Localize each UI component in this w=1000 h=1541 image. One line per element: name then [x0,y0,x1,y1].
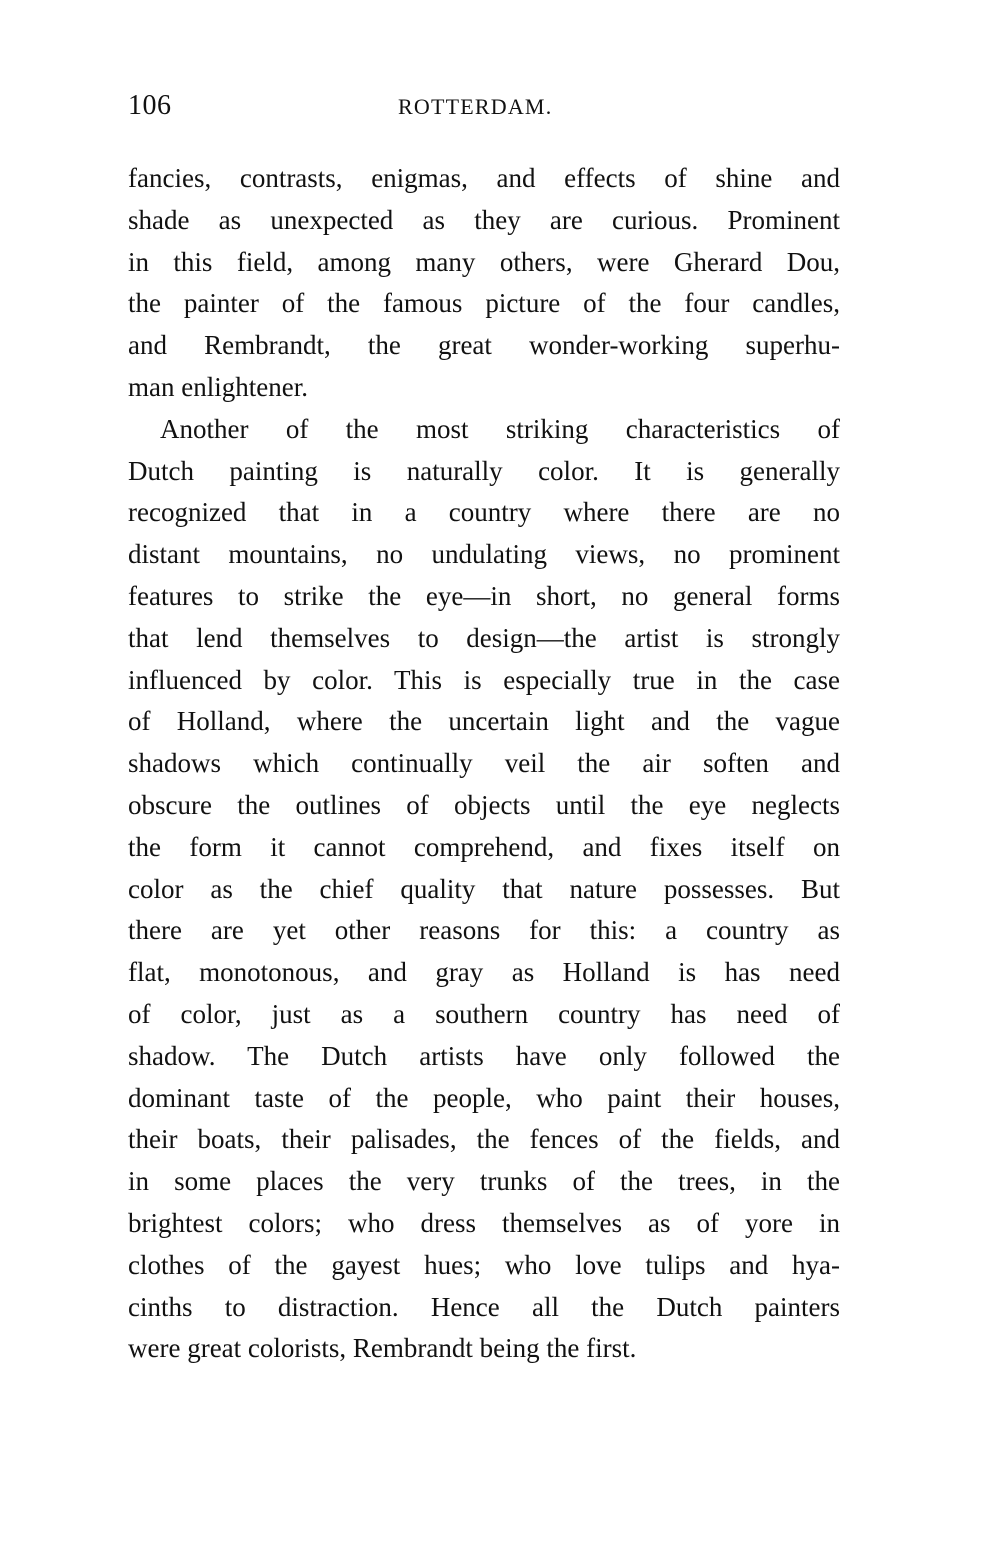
paragraph-2 [128,409,840,1370]
text-line: and Rembrandt, the great wonder-working superhu- [128,330,840,361]
text-line: clothes of the gayest hues; who love tulips and hya- [128,1249,840,1280]
text-line: features to strike the eye—in short, no general forms [128,580,840,611]
text-line: that lend themselves to design—the artist is strongly [128,622,840,653]
text-line: Dutch painting is naturally color. It is generally [128,455,840,486]
text-line: obscure the outlines of objects until the eye neglects [128,789,840,820]
text-line: color as the chief quality that nature possesses. But [128,873,840,904]
text-line: flat, monotonous, and gray as Holland is has need [128,957,840,988]
text-line: man enlightener. [128,371,308,402]
text-line: their boats, their palisades, the fences of the fields, and [128,1124,840,1155]
text-line: Another of the most striking characteristics of [160,413,840,444]
paragraph-1 [128,158,840,409]
text-line: of color, just as a southern country has need of [128,998,840,1029]
text-line: in this field, among many others, were Gherard Dou, [128,246,840,277]
body-text [128,158,840,1370]
text-line: shadows which continually veil the air soften and [128,748,840,779]
text-line: dominant taste of the people, who paint their houses, [128,1082,840,1113]
text-line: were great colorists, Rembrandt being the first. [128,1333,637,1364]
text-line: the form it cannot comprehend, and fixes itself on [128,831,840,862]
text-line: there are yet other reasons for this: a country as [128,915,840,946]
text-line: fancies, contrasts, enigmas, and effects of shine and [128,163,840,193]
text-line: cinths to distraction. Hence all the Dutch painters [128,1291,840,1322]
text-line: of Holland, where the uncertain light and the vague [128,706,840,737]
text-line: distant mountains, no undulating views, no prominent [128,539,840,570]
text-line: brightest colors; who dress themselves as of yore in [128,1207,840,1238]
text-line: influenced by color. This is especially true in the case [128,664,840,695]
page-number: 106 [128,90,172,121]
running-head [128,88,840,128]
text-line: the painter of the famous picture of the four candles, [128,288,840,319]
text-line: shadow. The Dutch artists have only followed the [128,1040,840,1071]
text-line: recognized that in a country where there are no [128,497,840,528]
text-line: in some places the very trunks of the trees, in the [128,1166,840,1197]
text-line: shade as unexpected as they are curious. Prominent [128,204,840,235]
running-title: ROTTERDAM. [398,94,553,119]
